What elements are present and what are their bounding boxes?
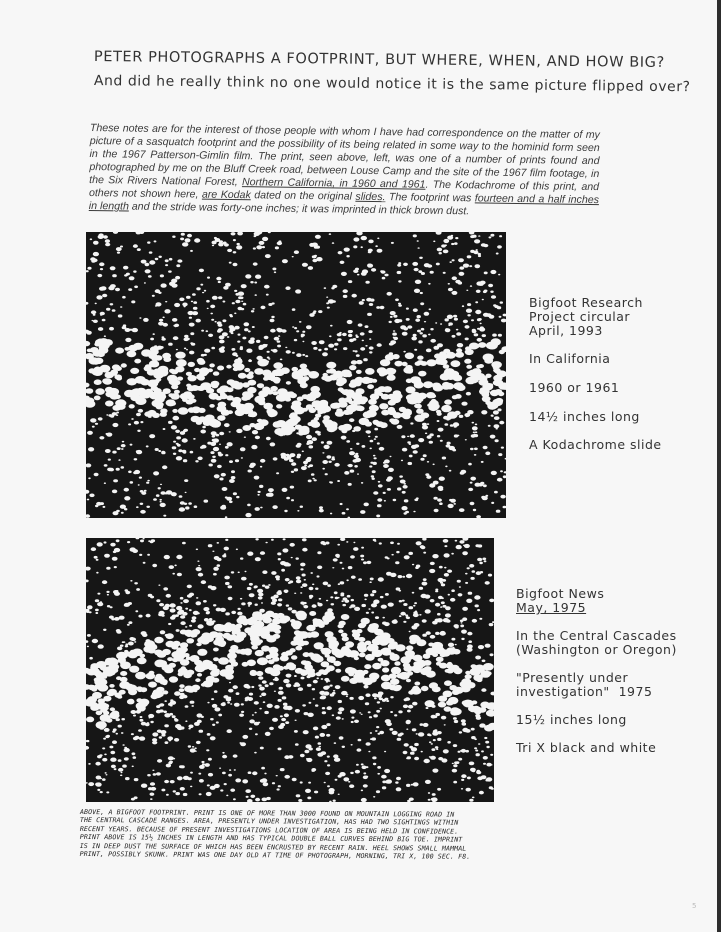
page-mark: 5 xyxy=(692,902,697,910)
underlined-length: fourteen and a half inches in length xyxy=(88,192,600,213)
headline: PETER PHOTOGRAPHS A FOOTPRINT, BUT WHERE, WHEN, AND HOW BIG? xyxy=(93,49,665,71)
scan-edge xyxy=(717,0,721,932)
caption-line: PRINT, POSSIBLY SKUNK. PRINT WAS ONE DAY OLD AT TIME OF PHOTOGRAPH, MORNING, TRI X, 100 SEC. F8. xyxy=(79,850,471,861)
side-note: (Washington or Oregon) xyxy=(516,642,677,657)
caption-line: PRINT ABOVE IS 15½ INCHES IN LENGTH AND HAS TYPICAL DOUBLE BALL CURVES BEHIND BIG TOE. IMPRINT xyxy=(79,833,463,844)
photo-texture xyxy=(86,232,506,518)
side-note: "Presently under xyxy=(516,670,629,685)
subheadline: And did he really think no one would notice it is the same picture flipped over? xyxy=(93,73,691,96)
side-note: In the Central Cascades xyxy=(516,628,677,643)
underlined-slides: slides. xyxy=(355,190,386,204)
side-note: A Kodachrome slide xyxy=(529,437,662,452)
photo-texture xyxy=(86,538,494,802)
side-note: 15½ inches long xyxy=(516,712,627,727)
side-note: Bigfoot Research xyxy=(529,295,643,310)
side-note: Project circular xyxy=(529,309,631,324)
photo-caption xyxy=(80,808,500,861)
caption-line: THE CENTRAL CASCADE RANGES. AREA, PRESENTLY UNDER INVESTIGATION, HAS HAD TWO SIGHTINGS WITHIN xyxy=(79,816,459,828)
underlined-location: Northern California, in 1960 and 1961 xyxy=(241,176,426,191)
side-note: 1960 or 1961 xyxy=(529,380,620,395)
side-note: Bigfoot News xyxy=(516,586,605,601)
footprint-photo-kodachrome xyxy=(86,232,506,518)
underlined-kodak: are Kodak xyxy=(201,188,251,202)
side-note: May, 1975 xyxy=(516,600,587,615)
side-note: investigation" 1975 xyxy=(516,684,653,699)
photo1-side-notes xyxy=(529,296,662,452)
caption-line: RECENT YEARS. BECAUSE OF PRESENT INVESTIGATIONS LOCATION OF AREA IS BEING HELD IN CONFIDENCE. xyxy=(79,824,459,836)
caption-line: ABOVE, A BIGFOOT FOOTPRINT. PRINT IS ONE OF MORE THAN 3000 FOUND ON MOUNTAIN LOGGING ROAD IN xyxy=(79,808,455,819)
side-note: 14½ inches long xyxy=(529,409,640,424)
side-note: April, 1993 xyxy=(529,323,603,338)
photo2-side-notes xyxy=(516,587,677,755)
caption-line: IS IN DEEP DUST THE SURFACE OF WHICH HAS BEEN ENCRUSTED BY RECENT RAIN. HEEL SHOWS SMALL MAMMAL xyxy=(79,841,467,853)
notes-paragraph: These notes are for the interest of those people with whom I have had correspondence on the matter of my picture of a sasquatch footprint and the possibility of its being related in some way to the hominid form seen in the 1967 Patterson-Gimlin film. The print, seen above, left, was one of a number of prints found and photographed by me on the Bluff Creek road, between Louse Camp and the site of the 1967 film footage, in the Six Rivers National Forest, Northern California, in 1960 and 1961. The Kodachrome of this print, and others not shown here, are Kodak dated on the original slides. The footprint was fourteen and a half inches in length and the stride was forty-one inches; it was imprinted in thick brown dust. xyxy=(88,122,600,218)
side-note: Tri X black and white xyxy=(516,740,657,755)
side-note: In California xyxy=(529,351,611,366)
footprint-photo-trix xyxy=(86,538,494,802)
